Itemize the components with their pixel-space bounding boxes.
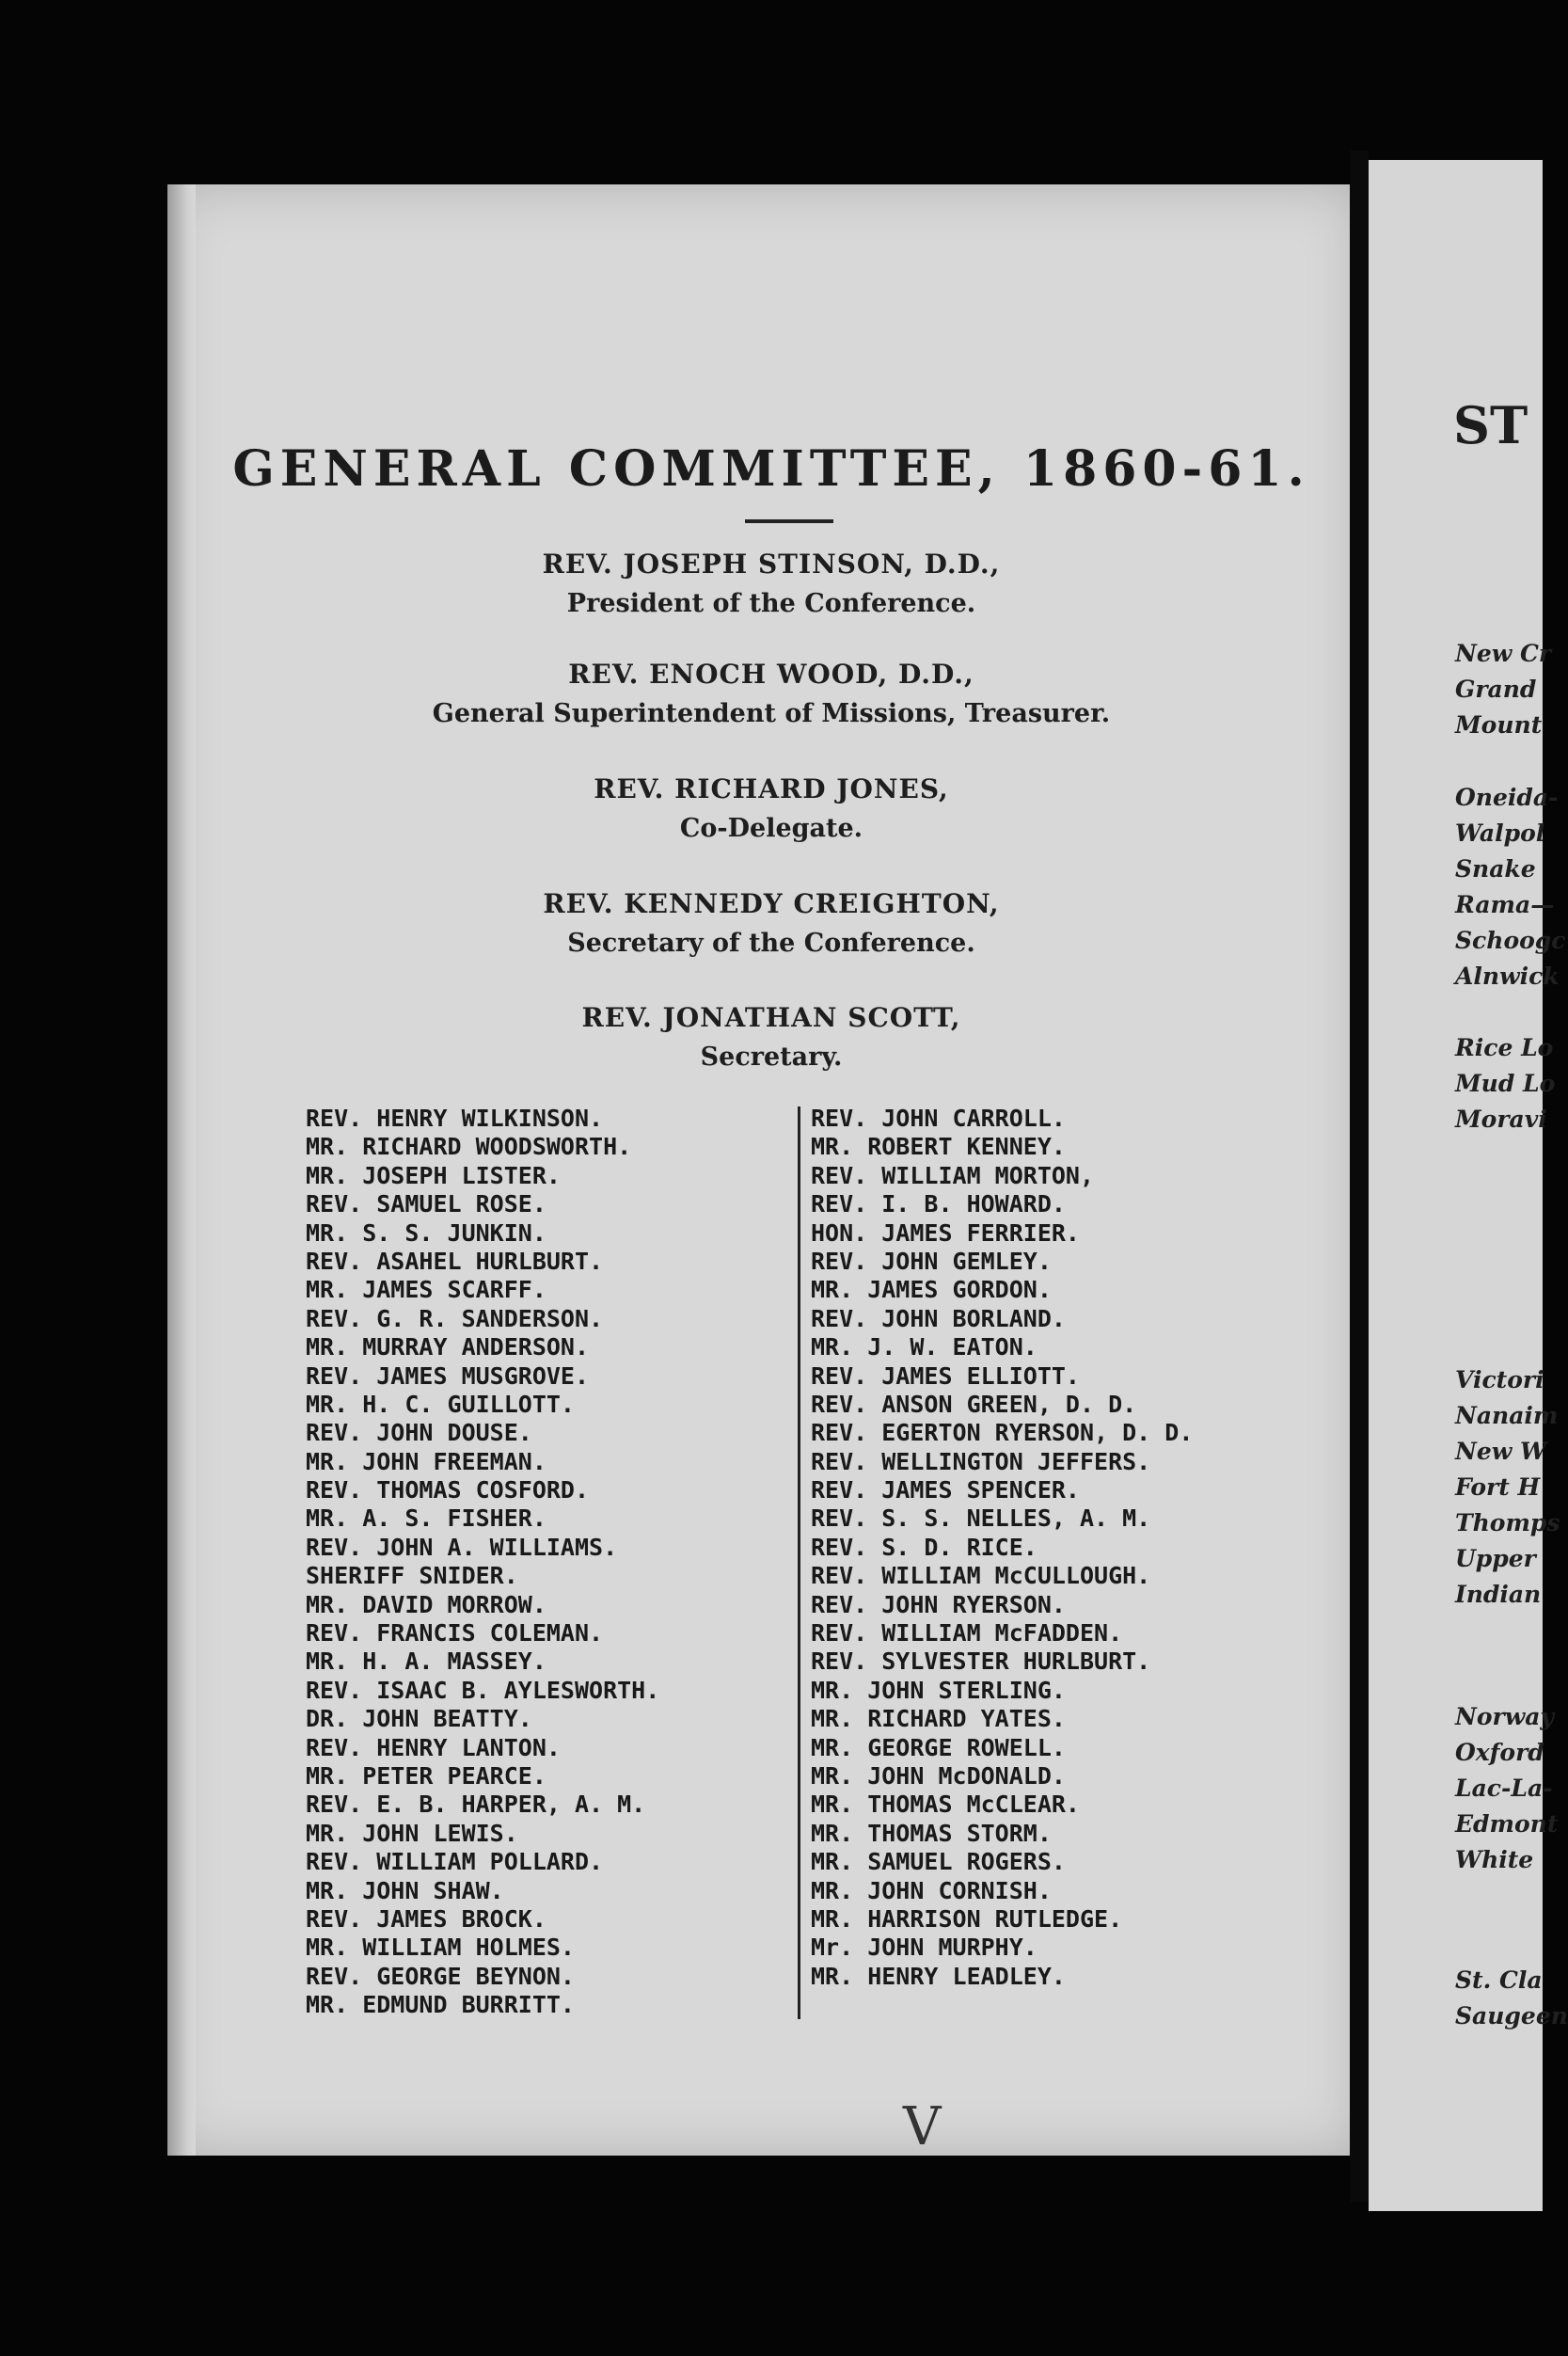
- member-name: REV. JAMES MUSGROVE.: [306, 1361, 590, 1390]
- facing-item: Indian: [1455, 1581, 1542, 1608]
- member-name: MR. DAVID MORROW.: [306, 1590, 546, 1618]
- officer-role: President of the Conference.: [566, 589, 976, 618]
- member-name: SHERIFF SNIDER.: [306, 1562, 518, 1590]
- facing-item: Thomps: [1455, 1509, 1560, 1536]
- member-name: MR. THOMAS STORM.: [811, 1819, 1052, 1847]
- members-right-column: [811, 1105, 1193, 1991]
- officer-name: REV. JOSEPH STINSON, D.D.,: [542, 549, 1001, 580]
- member-name: REV. WILLIAM MORTON,: [811, 1161, 1095, 1189]
- column-divider: [798, 1106, 800, 2019]
- member-name: MR. RICHARD YATES.: [811, 1705, 1066, 1733]
- officer-entry: [0, 549, 1543, 618]
- title-rule: [745, 519, 833, 523]
- member-name: MR. THOMAS McCLEAR.: [811, 1791, 1080, 1819]
- member-name: MR. JOHN SHAW.: [306, 1876, 504, 1904]
- member-name: REV. JAMES ELLIOTT.: [811, 1361, 1080, 1390]
- member-name: REV. FRANCIS COLEMAN.: [306, 1619, 604, 1648]
- officer-entry: [0, 888, 1543, 958]
- officer-name: REV. KENNEDY CREIGHTON,: [543, 888, 1000, 919]
- facing-item: Victori: [1455, 1366, 1544, 1393]
- member-name: REV. WELLINGTON JEFFERS.: [811, 1447, 1151, 1475]
- member-name: REV. E. B. HARPER, A. M.: [306, 1791, 646, 1819]
- officer-entry: [0, 659, 1543, 728]
- officer-name: REV. ENOCH WOOD, D.D.,: [568, 659, 974, 690]
- member-name: REV. JOHN RYERSON.: [811, 1590, 1066, 1618]
- member-name: MR. PETER PEARCE.: [306, 1761, 546, 1790]
- members-left-column: [306, 1105, 659, 2020]
- officer-name: REV. RICHARD JONES,: [594, 773, 949, 804]
- member-name: MR. S. S. JUNKIN.: [306, 1218, 546, 1247]
- member-name: HON. JAMES FERRIER.: [811, 1218, 1080, 1247]
- member-name: MR. JOHN McDONALD.: [811, 1761, 1066, 1790]
- member-name: REV. SAMUEL ROSE.: [306, 1190, 546, 1218]
- member-name: REV. ISAAC B. AYLESWORTH.: [306, 1676, 660, 1704]
- member-name: DR. JOHN BEATTY.: [306, 1705, 532, 1733]
- officer-role: General Superintendent of Missions, Treasurer.: [432, 699, 1111, 728]
- page-mark: V: [903, 2096, 942, 2157]
- facing-item: Lac-La-: [1455, 1775, 1553, 1802]
- member-name: MR. JOHN FREEMAN.: [306, 1447, 546, 1475]
- officer-name: REV. JONATHAN SCOTT,: [581, 1002, 961, 1033]
- member-name: MR. ROBERT KENNEY.: [811, 1133, 1066, 1161]
- member-name: MR. MURRAY ANDERSON.: [306, 1333, 590, 1361]
- member-name: REV. JOHN DOUSE.: [306, 1419, 532, 1447]
- member-name: MR. JOSEPH LISTER.: [306, 1161, 561, 1189]
- member-name: REV. JOHN A. WILLIAMS.: [306, 1533, 618, 1561]
- member-name: REV. SYLVESTER HURLBURT.: [811, 1648, 1151, 1676]
- member-name: MR. JOHN CORNISH.: [811, 1876, 1052, 1904]
- facing-item: Schoogc: [1455, 927, 1566, 954]
- member-name: REV. WILLIAM POLLARD.: [306, 1848, 604, 1876]
- facing-item: Alnwick: [1455, 963, 1560, 990]
- facing-item: Oneida-: [1455, 784, 1559, 811]
- facing-item: Rama—: [1455, 891, 1555, 918]
- facing-item: Rice Lo: [1455, 1034, 1554, 1061]
- member-name: REV. WILLIAM McCULLOUGH.: [811, 1562, 1151, 1590]
- facing-item: Saugeen: [1455, 2002, 1568, 2030]
- member-name: REV. JAMES BROCK.: [306, 1904, 546, 1933]
- facing-item: St. Cla: [1455, 1966, 1543, 1994]
- member-name: REV. EGERTON RYERSON, D. D.: [811, 1419, 1194, 1447]
- member-name: MR. JAMES SCARFF.: [306, 1276, 546, 1304]
- facing-item: Norway: [1455, 1703, 1554, 1730]
- member-name: REV. I. B. HOWARD.: [811, 1190, 1066, 1218]
- member-name: Mr. JOHN MURPHY.: [811, 1934, 1037, 1962]
- member-name: REV. JOHN GEMLEY.: [811, 1247, 1052, 1275]
- facing-item: Fort H: [1455, 1473, 1541, 1501]
- officer-role: Secretary.: [700, 1043, 843, 1072]
- facing-item: Moravi: [1455, 1106, 1547, 1133]
- officer-entry: [0, 773, 1543, 843]
- facing-item: Walpol: [1455, 820, 1545, 847]
- member-name: MR. HENRY LEADLEY.: [811, 1962, 1066, 1990]
- member-name: MR. H. A. MASSEY.: [306, 1648, 546, 1676]
- member-name: REV. WILLIAM McFADDEN.: [811, 1619, 1123, 1648]
- member-name: MR. H. C. GUILLOTT.: [306, 1390, 575, 1418]
- member-name: MR. RICHARD WOODSWORTH.: [306, 1133, 632, 1161]
- member-name: REV. HENRY LANTON.: [306, 1733, 561, 1761]
- member-name: MR. A. S. FISHER.: [306, 1504, 546, 1533]
- member-name: REV. GEORGE BEYNON.: [306, 1962, 575, 1990]
- facing-item: Grand: [1455, 676, 1537, 703]
- member-name: REV. JOHN CARROLL.: [811, 1105, 1066, 1132]
- member-name: MR. SAMUEL ROGERS.: [811, 1848, 1066, 1876]
- member-name: MR. JOHN STERLING.: [811, 1676, 1066, 1704]
- member-name: REV. G. R. SANDERSON.: [306, 1304, 604, 1332]
- member-name: MR. GEORGE ROWELL.: [811, 1733, 1066, 1761]
- member-name: REV. JOHN BORLAND.: [811, 1304, 1066, 1332]
- officer-role: Co-Delegate.: [679, 814, 863, 843]
- officer-role: Secretary of the Conference.: [567, 929, 975, 958]
- member-name: REV. ANSON GREEN, D. D.: [811, 1390, 1137, 1418]
- facing-item: Snake: [1455, 855, 1536, 883]
- member-name: MR. JAMES GORDON.: [811, 1276, 1052, 1304]
- facing-item: Mount: [1455, 711, 1543, 739]
- facing-item: New W: [1455, 1438, 1547, 1465]
- facing-item: Mud Lo: [1455, 1070, 1556, 1097]
- member-name: REV. THOMAS COSFORD.: [306, 1476, 590, 1504]
- member-name: MR. JOHN LEWIS.: [306, 1819, 518, 1847]
- member-name: MR. EDMUND BURRITT.: [306, 1991, 575, 2019]
- member-name: MR. WILLIAM HOLMES.: [306, 1934, 575, 1962]
- member-name: MR. J. W. EATON.: [811, 1333, 1037, 1361]
- member-name: REV. ASAHEL HURLBURT.: [306, 1247, 604, 1275]
- facing-item: White: [1455, 1846, 1534, 1873]
- facing-item: Oxford: [1455, 1739, 1544, 1766]
- officer-entry: [0, 1002, 1543, 1072]
- page-title: GENERAL COMMITTEE, 1860-61.: [232, 440, 1310, 498]
- member-name: REV. S. D. RICE.: [811, 1533, 1037, 1561]
- facing-item: Edmont: [1455, 1810, 1559, 1838]
- member-name: MR. HARRISON RUTLEDGE.: [811, 1904, 1123, 1933]
- facing-item: Nanaim: [1455, 1402, 1559, 1429]
- member-name: REV. S. S. NELLES, A. M.: [811, 1504, 1151, 1533]
- member-name: REV. JAMES SPENCER.: [811, 1476, 1080, 1504]
- facing-page-heading: ST: [1453, 395, 1528, 455]
- facing-item: Upper: [1455, 1545, 1536, 1572]
- member-name: REV. HENRY WILKINSON.: [306, 1105, 604, 1132]
- facing-item: New Cr: [1455, 640, 1552, 667]
